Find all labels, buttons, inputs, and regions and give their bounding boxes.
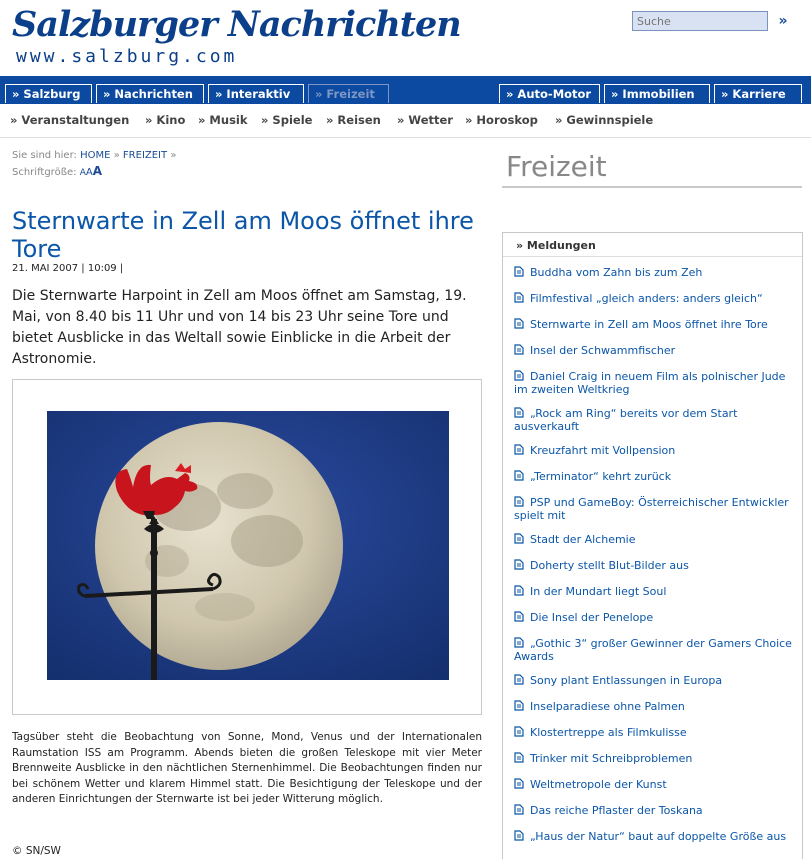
news-list-item[interactable] [514, 407, 798, 433]
font-size-label: Schriftgröße: [12, 167, 77, 178]
search-input[interactable] [632, 11, 768, 31]
site-url[interactable]: www.salzburg.com [16, 46, 238, 67]
section-title: Freizeit [502, 150, 802, 188]
nav-nachrichten[interactable]: » Nachrichten [96, 84, 204, 103]
news-item-label: Sony plant Entlassungen in Europa [530, 674, 723, 687]
news-item-label: Buddha vom Zahn bis zum Zeh [530, 266, 703, 279]
font-size-medium-button[interactable]: A [85, 167, 93, 178]
news-item-label: PSP und GameBoy: Österreichischer Entwickler spielt mit [514, 496, 789, 522]
nav-auto-motor[interactable]: » Auto-Motor [499, 84, 600, 103]
document-icon [514, 444, 524, 455]
breadcrumb [12, 150, 176, 161]
news-list-item[interactable] [514, 318, 798, 332]
news-list-item[interactable] [514, 637, 798, 663]
news-item-label: Stadt der Alchemie [530, 533, 636, 546]
news-item-label: Die Insel der Penelope [530, 611, 654, 624]
document-icon [514, 611, 524, 622]
news-item-label: Insel der Schwammfischer [530, 344, 676, 357]
document-icon [514, 496, 524, 507]
document-icon [514, 370, 524, 381]
news-item-label: „Terminator“ kehrt zurück [530, 470, 672, 483]
article-dateline: 21. MAI 2007 | 10:09 | [12, 263, 124, 274]
moon-weathervane-photo[interactable] [47, 411, 449, 680]
news-item-label: Kreuzfahrt mit Vollpension [530, 444, 676, 457]
news-list-item[interactable] [514, 778, 798, 792]
article-headline: Sternwarte in Zell am Moos öffnet ihre Tore [12, 207, 474, 263]
site-header [0, 0, 811, 78]
document-icon [514, 830, 524, 841]
image-credit: © SN/SW [12, 845, 61, 857]
news-list-item[interactable] [514, 830, 798, 844]
news-item-label: Klostertreppe als Filmkulisse [530, 726, 687, 739]
news-list-item[interactable] [514, 752, 798, 766]
document-icon [514, 778, 524, 789]
document-icon [514, 344, 524, 355]
main-nav [0, 76, 811, 104]
document-icon [514, 470, 524, 481]
news-heading: » Meldungen [503, 233, 802, 257]
news-item-label: „Haus der Natur“ baut auf doppelte Größe aus [530, 830, 787, 843]
document-icon [514, 804, 524, 815]
news-item-label: In der Mundart liegt Soul [530, 585, 667, 598]
news-list-item[interactable] [514, 804, 798, 818]
news-item-label: „Rock am Ring“ bereits vor dem Start ausverkauft [514, 407, 738, 433]
news-list-item[interactable] [514, 444, 798, 458]
news-item-label: Filmfestival „gleich anders: anders gleich“ [530, 292, 763, 305]
news-list-item[interactable] [514, 370, 798, 396]
document-icon [514, 318, 524, 329]
document-icon [514, 266, 524, 277]
site-logo[interactable]: Salzburger Nachrichten [12, 4, 461, 45]
subnav-horoskop[interactable]: » Horoskop [465, 113, 538, 127]
news-item-label: Sternwarte in Zell am Moos öffnet ihre Tore [530, 318, 768, 331]
nav-karriere[interactable]: » Karriere [714, 84, 802, 103]
news-item-label: Inselparadiese ohne Palmen [530, 700, 685, 713]
document-icon [514, 752, 524, 763]
nav-freizeit[interactable]: » Freizeit [308, 84, 389, 103]
news-item-label: Weltmetropole der Kunst [530, 778, 667, 791]
font-size-large-button[interactable]: A [92, 164, 103, 178]
news-list-item[interactable] [514, 700, 798, 714]
document-icon [514, 533, 524, 544]
breadcrumb-separator: » [113, 150, 120, 161]
breadcrumb-home[interactable]: HOME [80, 150, 111, 161]
font-size-small-button[interactable]: A [79, 168, 86, 178]
article-image-frame [12, 379, 482, 715]
document-icon [514, 637, 524, 648]
subnav-musik[interactable]: » Musik [198, 113, 248, 127]
news-list-item[interactable] [514, 266, 798, 280]
search-button[interactable]: » [774, 10, 792, 32]
news-item-label: Daniel Craig in neuem Film als polnischer Jude im zweiten Weltkrieg [514, 370, 786, 396]
news-list-item[interactable] [514, 496, 798, 522]
breadcrumb-freizeit[interactable]: FREIZEIT [122, 150, 168, 161]
breadcrumb-prefix: Sie sind hier: [12, 150, 77, 161]
news-list-item[interactable] [514, 533, 798, 547]
news-item-label: Trinker mit Schreibproblemen [530, 752, 693, 765]
subnav-wetter[interactable]: » Wetter [397, 113, 453, 127]
article-body: Tagsüber steht die Beobachtung von Sonne, Mond, Venus und der Internationalen Raumstation ISS am Programm. Abends bieten die großen Teleskope mit vier Meter Brennweite Ausblicke in den nächtlichen Sternenhimmel. Die Beobachtungen finden nur bei schönem Wetter und klarem Himmel statt. Die Besichtigung der Teleskope und der anderen Einrichtungen der Sternwarte ist bei jeder Witterung möglich. [12, 731, 482, 805]
subnav-kino[interactable]: » Kino [145, 113, 186, 127]
nav-interaktiv[interactable]: » Interaktiv [208, 84, 304, 103]
nav-immobilien[interactable]: » Immobilien [604, 84, 710, 103]
news-list-item[interactable] [514, 611, 798, 625]
document-icon [514, 407, 524, 418]
document-icon [514, 674, 524, 685]
font-size-control [12, 164, 102, 178]
news-list-item[interactable] [514, 674, 798, 688]
news-item-label: Doherty stellt Blut-Bilder aus [530, 559, 689, 572]
subnav-reisen[interactable]: » Reisen [326, 113, 381, 127]
news-list-item[interactable] [514, 559, 798, 573]
subnav-veranstaltungen[interactable]: » Veranstaltungen [10, 113, 130, 127]
news-list-item[interactable] [514, 470, 798, 484]
news-list-item[interactable] [514, 585, 798, 599]
news-item-label: Das reiche Pflaster der Toskana [530, 804, 703, 817]
document-icon [514, 726, 524, 737]
news-list-box [502, 232, 803, 859]
subnav-spiele[interactable]: » Spiele [261, 113, 313, 127]
document-icon [514, 559, 524, 570]
breadcrumb-separator: » [170, 150, 177, 161]
nav-salzburg[interactable]: » Salzburg [5, 84, 92, 103]
article-lead: Die Sternwarte Harpoint in Zell am Moos öffnet am Samstag, 19. Mai, von 8.40 bis 11 Uhr und von 14 bis 23 Uhr seine Tore und bietet Ausblicke in das Weltall sowie Einblicke in die Arbeit der Astronomie. [12, 288, 467, 367]
news-list-item[interactable] [514, 292, 798, 306]
document-icon [514, 700, 524, 711]
news-list-item[interactable] [514, 726, 798, 740]
subnav-gewinnspiele[interactable]: » Gewinnspiele [555, 113, 654, 127]
document-icon [514, 585, 524, 596]
news-list-item[interactable] [514, 344, 798, 358]
sub-nav [0, 104, 811, 138]
document-icon [514, 292, 524, 303]
news-item-label: „Gothic 3“ großer Gewinner der Gamers Choice Awards [514, 637, 792, 663]
